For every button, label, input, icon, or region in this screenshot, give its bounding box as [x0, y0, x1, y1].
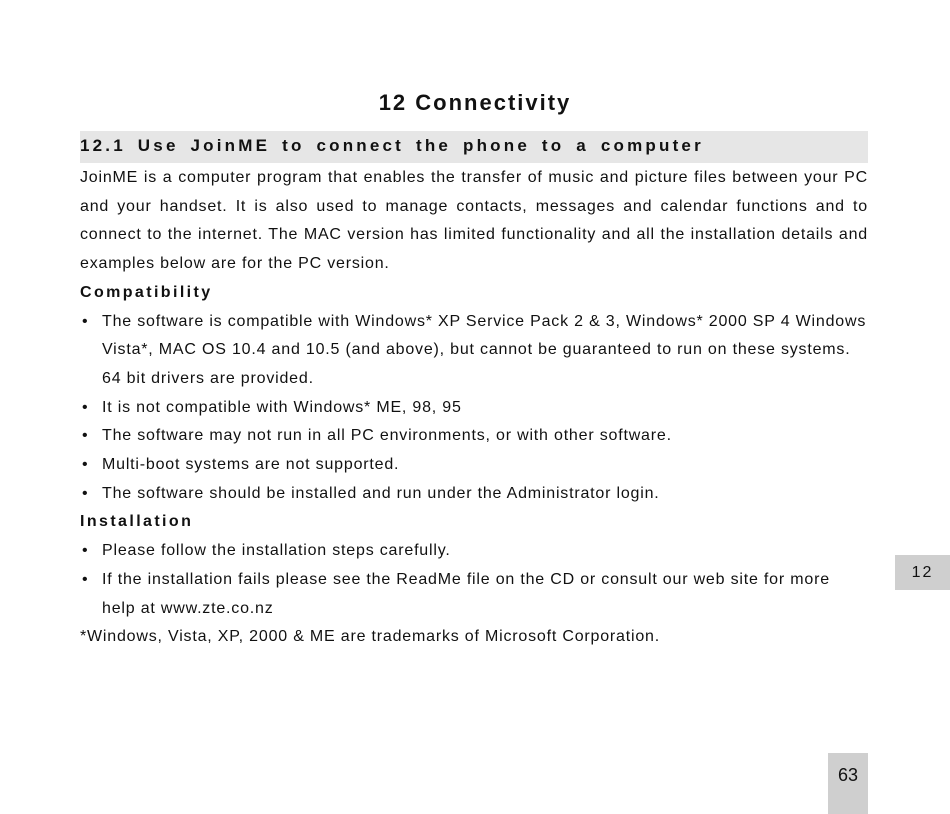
- list-item-text: Please follow the installation steps carefully.: [102, 542, 451, 560]
- trademark-footnote: *Windows, Vista, XP, 2000 & ME are trademarks of Microsoft Corporation.: [80, 628, 660, 646]
- list-item: [80, 537, 868, 566]
- page-number-box: [828, 753, 868, 814]
- chapter-side-tab: [895, 555, 950, 590]
- list-item: [80, 480, 868, 509]
- list-item-text: Multi-boot systems are not supported.: [102, 456, 400, 474]
- list-item: [80, 308, 868, 394]
- list-item: [80, 394, 868, 423]
- installation-list: [80, 537, 868, 623]
- intro-paragraph: JoinME is a computer program that enables the transfer of music and picture files between your PC and your handset. It is also used to manage contacts, messages and calendar functions and to connect to the internet. The MAC version has limited functionality and all the installation details and examples below are for the PC version.: [80, 169, 868, 273]
- bullet-icon: •: [82, 398, 89, 416]
- list-item-text: The software is compatible with Windows* XP Service Pack 2 & 3, Windows* 2000 SP 4 Windows Vista*, MAC OS 10.4 and 10.5 (and above), but cannot be guaranteed to run on these systems. 64 bit drivers are provided.: [102, 312, 867, 387]
- list-item: [80, 422, 868, 451]
- list-item: [80, 566, 868, 623]
- installation-heading: Installation: [80, 513, 194, 531]
- bullet-icon: •: [82, 484, 89, 502]
- chapter-title: 12 Connectivity: [378, 90, 572, 115]
- bullet-icon: •: [82, 542, 89, 560]
- page-number: 63: [837, 765, 859, 785]
- list-item-text: The software may not run in all PC environments, or with other software.: [102, 427, 672, 445]
- chapter-tab-label: 12: [911, 563, 934, 581]
- list-item-text: The software should be installed and run under the Administrator login.: [102, 484, 660, 502]
- page-content: [80, 164, 868, 652]
- bullet-icon: •: [82, 312, 89, 330]
- list-item: [80, 451, 868, 480]
- list-item-text: If the installation fails please see the ReadMe file on the CD or consult our web site for more help at www.zte.co.nz: [102, 570, 830, 617]
- list-item-text: It is not compatible with Windows* ME, 98, 95: [102, 398, 462, 416]
- bullet-icon: •: [82, 427, 89, 445]
- bullet-icon: •: [82, 456, 89, 474]
- bullet-icon: •: [82, 570, 89, 588]
- section-title: 12.1 Use JoinME to connect the phone to a computer: [80, 136, 704, 155]
- compatibility-heading: Compatibility: [80, 283, 213, 301]
- compatibility-list: [80, 308, 868, 509]
